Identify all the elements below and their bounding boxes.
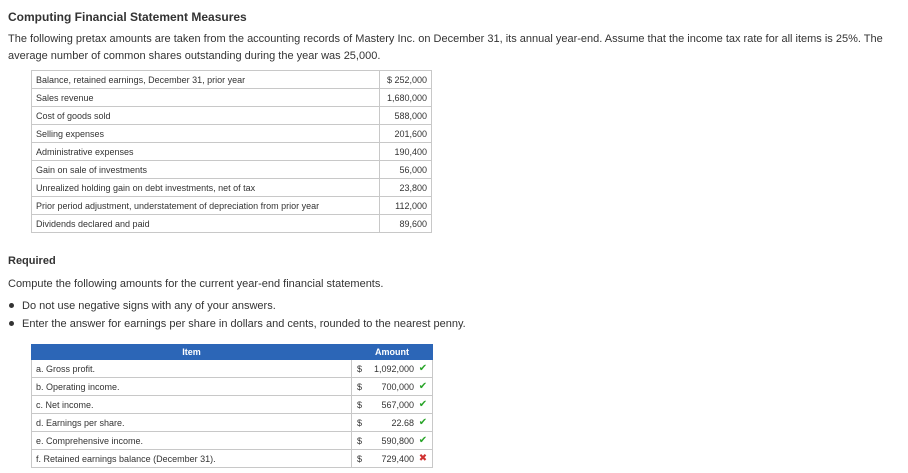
table-row xyxy=(32,107,432,125)
answer-cell xyxy=(352,414,433,432)
answer-label: c. Net income. xyxy=(32,396,352,414)
table-row xyxy=(32,432,433,450)
table-row xyxy=(32,396,433,414)
given-value: 1,680,000 xyxy=(380,89,432,107)
answer-table xyxy=(31,344,433,468)
given-data-table xyxy=(31,70,432,233)
check-icon: ✔ xyxy=(418,417,428,428)
given-value: 190,400 xyxy=(380,143,432,161)
table-row xyxy=(32,360,433,378)
answer-cell xyxy=(352,360,433,378)
given-label: Balance, retained earnings, December 31, prior year xyxy=(32,71,380,89)
given-label: Prior period adjustment, understatement of depreciation from prior year xyxy=(32,197,380,215)
check-icon: ✔ xyxy=(418,381,428,392)
answer-label: f. Retained earnings balance (December 31). xyxy=(32,450,352,468)
table-row xyxy=(32,378,433,396)
answer-cell xyxy=(352,432,433,450)
given-value: 201,600 xyxy=(380,125,432,143)
answer-header-row xyxy=(32,345,433,360)
table-row xyxy=(32,414,433,432)
check-icon: ✔ xyxy=(418,399,428,410)
currency-symbol: $ xyxy=(357,399,363,410)
check-icon: ✔ xyxy=(418,363,428,374)
given-label: Administrative expenses xyxy=(32,143,380,161)
instruction-text: Do not use negative signs with any of your answers. xyxy=(22,300,276,312)
given-value: 588,000 xyxy=(380,107,432,125)
cross-icon: ✖ xyxy=(418,453,428,464)
problem-intro: The following pretax amounts are taken from the accounting records of Mastery Inc. on December 31, its annual year-end. Assume that the income tax rate for all items is 25%. The average number of common shares outstanding during the year was 25,000. xyxy=(8,33,883,62)
answer-label: d. Earnings per share. xyxy=(32,414,352,432)
given-value: 56,000 xyxy=(380,161,432,179)
given-label: Cost of goods sold xyxy=(32,107,380,125)
earnings-per-share-input[interactable] xyxy=(366,418,414,428)
given-value: 89,600 xyxy=(380,215,432,233)
given-label: Sales revenue xyxy=(32,89,380,107)
list-item xyxy=(8,316,466,334)
answer-label: e. Comprehensive income. xyxy=(32,432,352,450)
instruction-text: Enter the answer for earnings per share in dollars and cents, rounded to the nearest penny. xyxy=(22,318,466,330)
given-label: Dividends declared and paid xyxy=(32,215,380,233)
answer-label: a. Gross profit. xyxy=(32,360,352,378)
given-label: Gain on sale of investments xyxy=(32,161,380,179)
table-row xyxy=(32,450,433,468)
gross-profit-input[interactable] xyxy=(366,364,414,374)
table-row xyxy=(32,143,432,161)
retained-earnings-input[interactable] xyxy=(366,454,414,464)
answer-label: b. Operating income. xyxy=(32,378,352,396)
page-title: Computing Financial Statement Measures xyxy=(8,10,247,24)
table-row xyxy=(32,89,432,107)
net-income-input[interactable] xyxy=(366,400,414,410)
answer-cell xyxy=(352,396,433,414)
table-row xyxy=(32,197,432,215)
instruction-list xyxy=(8,298,466,334)
given-value: 112,000 xyxy=(380,197,432,215)
table-row xyxy=(32,125,432,143)
currency-symbol: $ xyxy=(357,435,363,446)
currency-symbol: $ xyxy=(357,381,363,392)
comprehensive-income-input[interactable] xyxy=(366,436,414,446)
answer-cell xyxy=(352,450,433,468)
table-row xyxy=(32,161,432,179)
list-item xyxy=(8,298,466,316)
bullet-icon xyxy=(9,303,14,308)
given-label: Unrealized holding gain on debt investments, net of tax xyxy=(32,179,380,197)
item-column-header: Item xyxy=(32,345,352,360)
given-value: $ 252,000 xyxy=(380,71,432,89)
answer-cell xyxy=(352,378,433,396)
currency-symbol: $ xyxy=(357,363,363,374)
bullet-icon xyxy=(9,321,14,326)
check-icon: ✔ xyxy=(418,435,428,446)
currency-symbol: $ xyxy=(357,417,363,428)
given-label: Selling expenses xyxy=(32,125,380,143)
currency-symbol: $ xyxy=(357,453,363,464)
required-heading: Required xyxy=(8,255,56,267)
given-value: 23,800 xyxy=(380,179,432,197)
amount-column-header: Amount xyxy=(352,345,433,360)
table-row xyxy=(32,215,432,233)
table-row xyxy=(32,179,432,197)
required-text: Compute the following amounts for the current year-end financial statements. xyxy=(8,278,384,290)
operating-income-input[interactable] xyxy=(366,382,414,392)
table-row xyxy=(32,71,432,89)
